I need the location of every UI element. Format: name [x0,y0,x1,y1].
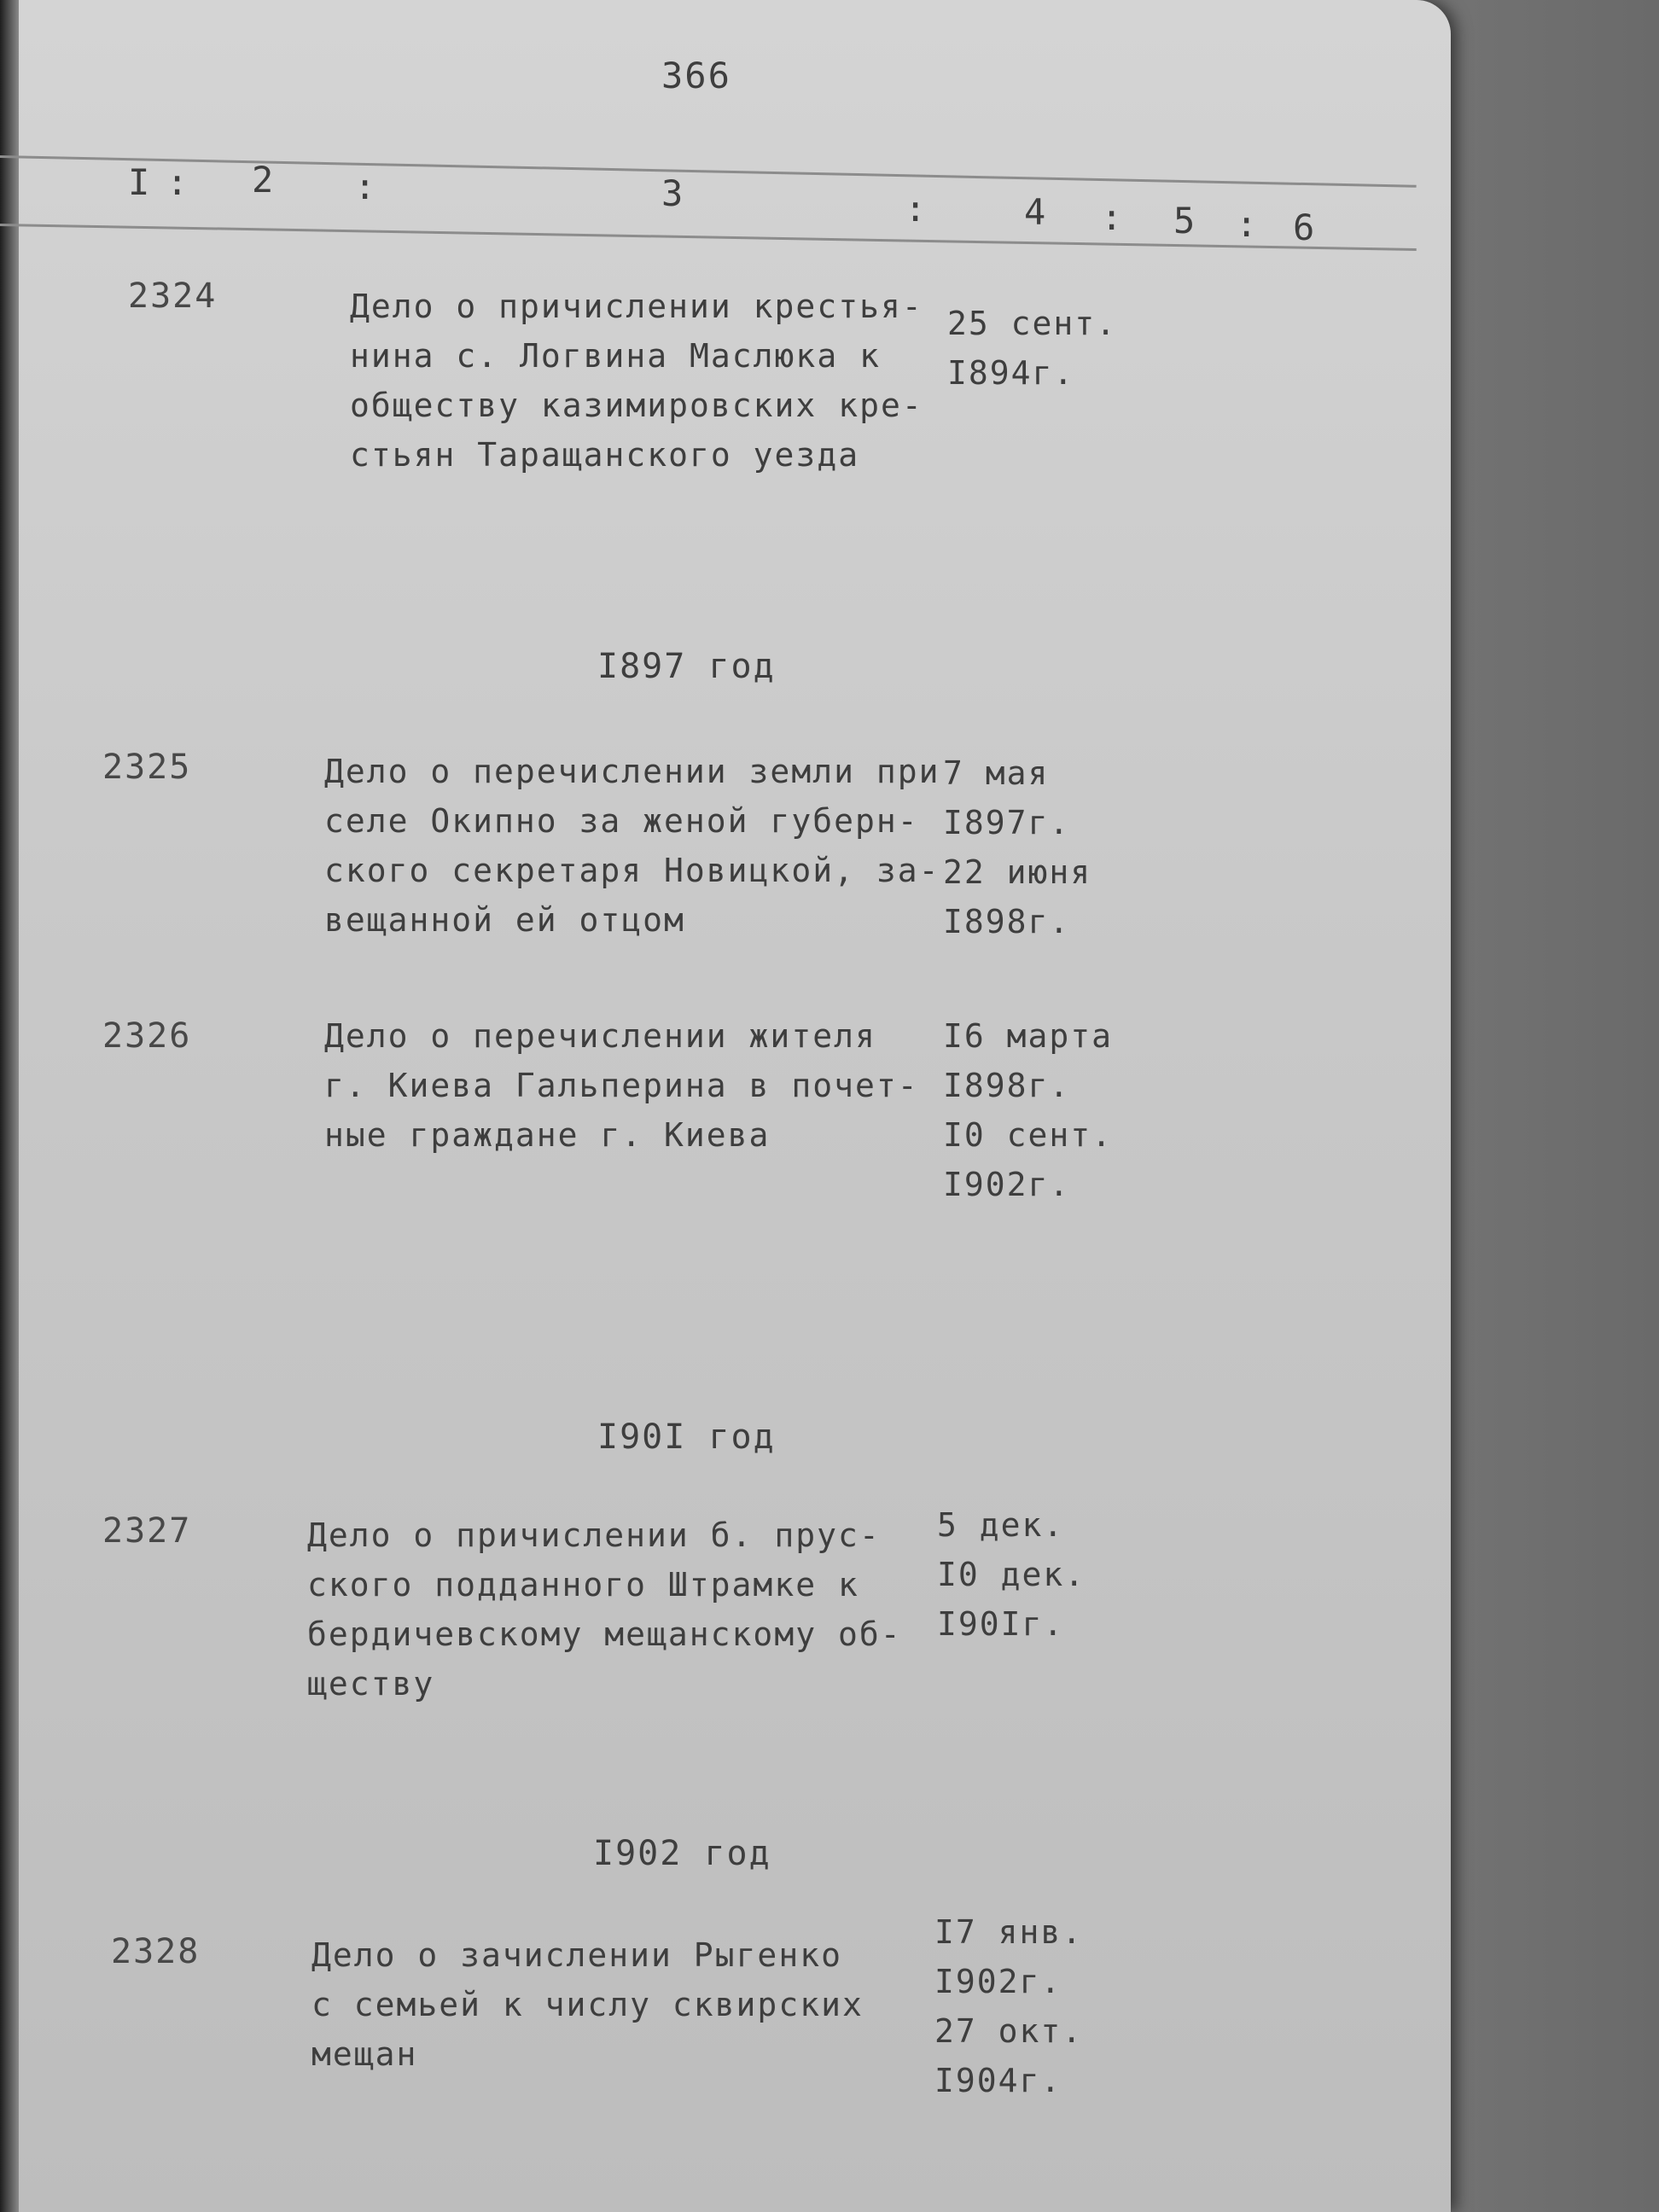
entry-title-line: ществу [307,1665,435,1703]
entry-title-line: селе Окипно за женой губерн- [324,802,919,840]
entry-title-line: вещанной ей отцом [324,901,685,939]
entry-title-line: нина с. Логвина Маслюка к [350,337,881,375]
year-heading: I897 год [597,647,776,686]
entry-title-line: Дело о перечислении земли при [324,753,940,790]
entry-date-line: 5 дек. [937,1506,1065,1544]
entry-date-line: 7 мая [943,754,1050,792]
entry-date-line: I897г. [943,804,1071,841]
entry-title-line: Дело о перечислении жителя [324,1017,876,1055]
entry-date-line: I904г. [934,2062,1062,2099]
entry-date-line: I894г. [947,354,1075,392]
entry-title-line: ского секретаря Новицкой, за- [324,852,940,889]
header-col-5: 5 [1173,200,1197,242]
header-col-6: 6 [1293,207,1317,248]
entry-title-line: мещан [311,2035,418,2073]
entry-date-line: I902г. [934,1963,1062,2000]
header-separator: : [905,188,928,230]
entry-title-line: г. Киева Гальперина в почет- [324,1067,919,1104]
entry-date-line: I6 марта [943,1017,1114,1055]
header-col-3: 3 [661,172,685,214]
entry-title-line: стьян Таращанского уезда [350,436,860,474]
entry-number: 2325 [102,748,192,787]
entry-title-line: обществу казимировских кре- [350,387,923,424]
entry-date-line: 25 сент. [947,305,1118,342]
header-col-1: I [128,161,152,203]
entry-date-line: I898г. [943,903,1071,940]
header-separator: : [1236,203,1260,245]
header-separator: : [166,161,190,203]
entry-title-line: Дело о причислении б. прус- [307,1516,881,1554]
header-col-2: 2 [252,159,276,201]
page-number: 366 [661,55,731,96]
entry-title-line: Дело о причислении крестья- [350,288,923,325]
entry-title-line: бердичевскому мещанскому об- [307,1615,902,1653]
entry-number: 2327 [102,1511,192,1551]
header-rule-top [0,155,1417,188]
entry-number: 2328 [111,1932,201,1971]
header-separator: : [354,166,378,207]
year-heading: I902 год [593,1834,771,1873]
entry-title-line: ные граждане г. Киева [324,1116,771,1154]
entry-title-line: Дело о зачислении Рыгенко [311,1936,842,1974]
entry-title-line: ского подданного Штрамке к [307,1566,859,1604]
entry-date-line: I90Iг. [937,1605,1065,1643]
header-col-4: 4 [1024,191,1048,233]
entry-date-line: I0 дек. [937,1556,1086,1593]
entry-date-line: I898г. [943,1067,1071,1104]
entry-date-line: 22 июня [943,853,1092,891]
entry-title-line: с семьей к числу сквирских [311,1986,864,2023]
year-heading: I90I год [597,1417,776,1457]
entry-date-line: 27 окт. [934,2012,1084,2050]
entry-date-line: I7 янв. [934,1913,1084,1951]
entry-number: 2324 [128,276,218,316]
entry-date-line: I902г. [943,1166,1071,1203]
entry-number: 2326 [102,1016,192,1056]
entry-date-line: I0 сент. [943,1116,1114,1154]
header-separator: : [1101,196,1125,238]
header-rule-bottom [0,224,1417,251]
